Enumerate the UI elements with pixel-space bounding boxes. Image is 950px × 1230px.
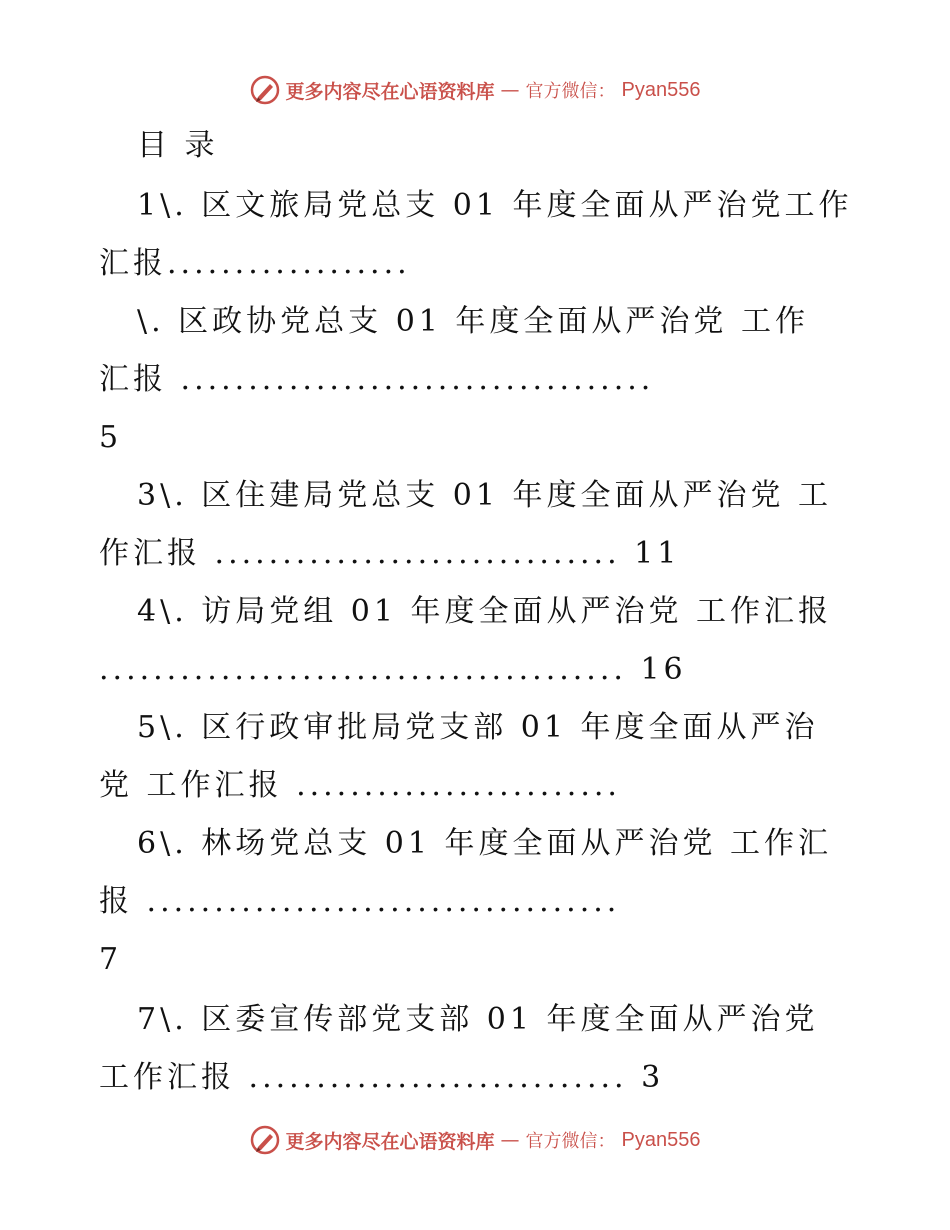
toc-page-number: 7 [99,942,123,977]
watermark-wechat-label: 官方微信： [525,81,616,102]
toc-line: 1\. 区文旅局党总支 01 年度全面从严治党工作 [137,188,853,223]
watermark-text: 更多内容尽在心语资料库 [285,1130,495,1153]
toc-line: 5\. 区行政审批局党支部 01 年度全面从严治 [137,710,819,745]
watermark-wechat-label: 官方微信： [525,1131,616,1152]
toc-line: 作汇报 .............................. 11 [99,536,681,571]
toc-line: 汇报 ................................... [99,362,655,397]
toc-line: 党 工作汇报 ........................ [99,768,621,803]
toc-line: 汇报.................. [99,246,411,281]
toc-line: 报 ................................... [99,884,621,919]
toc-line: 工作汇报 ............................ 3 [99,1060,665,1095]
watermark-wechat-id: Pyan556 [621,78,701,101]
watermark-banner-bottom [0,1120,950,1160]
toc-line: 3\. 区住建局党总支 01 年度全面从严治党 工 [137,478,833,513]
toc-line: ....................................... 16 [99,652,687,687]
watermark-separator: — [500,79,520,101]
watermark-text: 更多内容尽在心语资料库 [285,80,495,103]
watermark-separator: — [500,1129,520,1151]
pen-logo-icon [250,75,280,105]
watermark-banner-top [0,70,950,110]
toc-page-number: 5 [99,420,123,455]
toc-line: \. 区政协党总支 01 年度全面从严治党 工作 [137,304,809,339]
pen-logo-icon [250,1125,280,1155]
toc-line: 4\. 访局党组 01 年度全面从严治党 工作汇报 [137,594,833,629]
toc-line: 7\. 区委宣传部党支部 01 年度全面从严治党 [137,1002,819,1037]
toc-title: 目 录 [137,128,219,163]
watermark-wechat-id: Pyan556 [621,1128,701,1151]
toc-line: 6\. 林场党总支 01 年度全面从严治党 工作汇 [137,826,833,861]
